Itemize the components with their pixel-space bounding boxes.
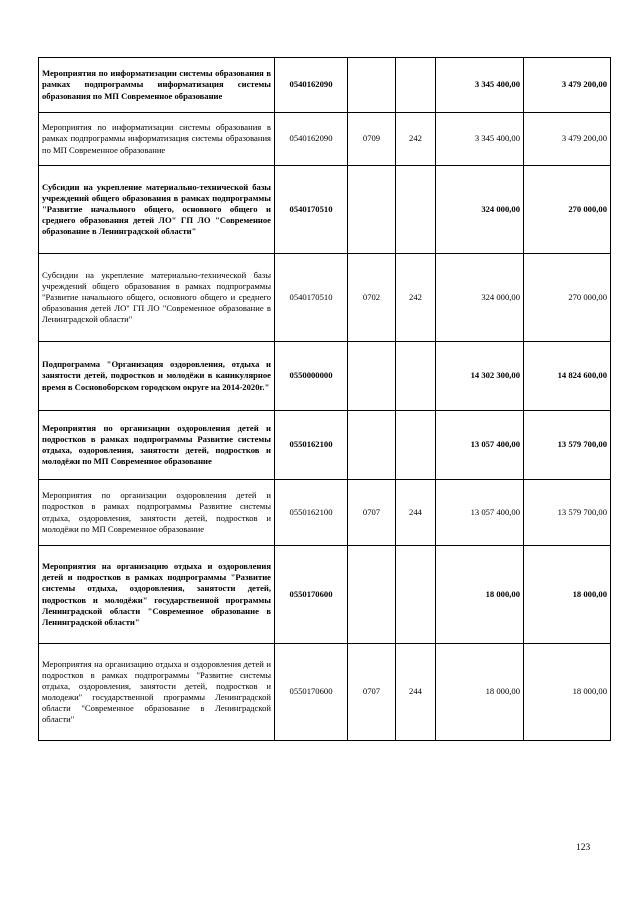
row-section-code: 0709	[348, 113, 396, 166]
table-row	[39, 480, 611, 546]
table-row	[39, 254, 611, 342]
page-number: 123	[576, 843, 591, 853]
row-amount-year-1: 18 000,00	[436, 546, 524, 644]
row-target-code: 0540170510	[275, 254, 348, 342]
table-row	[39, 342, 611, 411]
row-expense-type	[396, 166, 436, 254]
row-section-code	[348, 546, 396, 644]
row-description: Мероприятия по информатизации системы образования в рамках подпрограммы информатизация системы образования по МП Современное образование	[39, 58, 275, 113]
row-section-code	[348, 342, 396, 411]
row-description: Мероприятия по организации оздоровления детей и подростков в рамках подпрограммы Развитие системы отдыха, оздоровления, занятости детей, подростков и молодёжи по МП Современное образование	[39, 480, 275, 546]
table-row	[39, 58, 611, 113]
row-description: Подпрограмма "Организация оздоровления, отдыха и занятости детей, подростков и молодёжи в каникулярное время в Сосновоборском городском округе на 2014-2020г."	[39, 342, 275, 411]
row-description: Мероприятия по информатизации системы образования в рамках подпрограммы информатизация системы образования по МП Современное образование	[39, 113, 275, 166]
row-expense-type: 242	[396, 113, 436, 166]
row-section-code	[348, 166, 396, 254]
row-amount-year-1: 3 345 400,00	[436, 113, 524, 166]
row-target-code: 0550162100	[275, 411, 348, 480]
row-target-code: 0550170600	[275, 546, 348, 644]
row-amount-year-2: 18 000,00	[524, 644, 611, 741]
row-section-code	[348, 58, 396, 113]
row-description: Мероприятия по организации оздоровления детей и подростков в рамках подпрограммы Развитие системы отдыха, оздоровления, занятости детей, подростков и молодёжи по МП Современное образование	[39, 411, 275, 480]
budget-table-body	[39, 58, 611, 741]
row-amount-year-1: 324 000,00	[436, 166, 524, 254]
row-amount-year-1: 13 057 400,00	[436, 411, 524, 480]
table-row	[39, 113, 611, 166]
row-section-code: 0707	[348, 480, 396, 546]
table-row	[39, 166, 611, 254]
row-target-code: 0540170510	[275, 166, 348, 254]
row-target-code: 0550162100	[275, 480, 348, 546]
table-row	[39, 546, 611, 644]
row-target-code: 0550000000	[275, 342, 348, 411]
row-amount-year-1: 18 000,00	[436, 644, 524, 741]
row-description: Мероприятия на организацию отдыха и оздоровления детей и подростков в рамках подпрограммы "Развитие системы отдыха, оздоровления, занятости детей, подростков и молодёжи" государственной программы Ленинградской области "Современное образование в Ленинградской области"	[39, 546, 275, 644]
row-amount-year-2: 18 000,00	[524, 546, 611, 644]
row-expense-type	[396, 546, 436, 644]
row-expense-type: 244	[396, 644, 436, 741]
row-description: Субсидии на укрепление материально-технической базы учреждений общего образования в рамках подпрограммы "Развитие начального общего, основного общего и среднего образования детей ЛО" ГП ЛО "Современное образование в Ленинградской области"	[39, 254, 275, 342]
row-target-code: 0550170600	[275, 644, 348, 741]
row-section-code: 0702	[348, 254, 396, 342]
row-amount-year-2: 270 000,00	[524, 254, 611, 342]
row-amount-year-1: 3 345 400,00	[436, 58, 524, 113]
row-description: Субсидии на укрепление материально-технической базы учреждений общего образования в рамках подпрограммы "Развитие начального общего, основного общего и среднего образования детей ЛО" ГП ЛО "Современное образование в Ленинградской области"	[39, 166, 275, 254]
row-expense-type	[396, 342, 436, 411]
row-description: Мероприятия на организацию отдыха и оздоровления детей и подростков в рамках подпрограммы "Развитие системы отдыха, оздоровления, занятости детей, подростков и молодежи" государственной программы Ленинградской области "Современное образование в Ленинградской области"	[39, 644, 275, 741]
row-section-code: 0707	[348, 644, 396, 741]
row-expense-type	[396, 58, 436, 113]
row-expense-type: 242	[396, 254, 436, 342]
row-target-code: 0540162090	[275, 113, 348, 166]
table-row	[39, 644, 611, 741]
row-amount-year-1: 13 057 400,00	[436, 480, 524, 546]
table-row	[39, 411, 611, 480]
row-amount-year-2: 13 579 700,00	[524, 411, 611, 480]
row-amount-year-1: 14 302 300,00	[436, 342, 524, 411]
row-amount-year-1: 324 000,00	[436, 254, 524, 342]
row-target-code: 0540162090	[275, 58, 348, 113]
row-amount-year-2: 270 000,00	[524, 166, 611, 254]
budget-table	[38, 57, 611, 741]
row-amount-year-2: 14 824 600,00	[524, 342, 611, 411]
row-section-code	[348, 411, 396, 480]
row-amount-year-2: 3 479 200,00	[524, 58, 611, 113]
row-amount-year-2: 3 479 200,00	[524, 113, 611, 166]
row-amount-year-2: 13 579 700,00	[524, 480, 611, 546]
row-expense-type: 244	[396, 480, 436, 546]
row-expense-type	[396, 411, 436, 480]
